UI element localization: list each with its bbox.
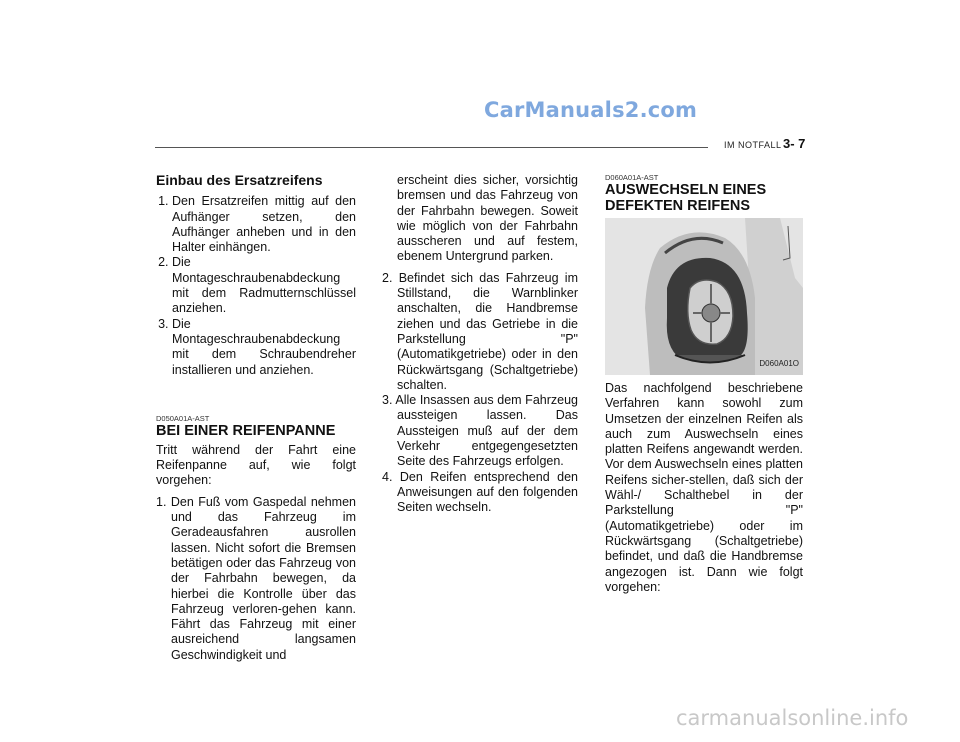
list-item: 4. Den Reifen entsprechend den Anweisungen auf den folgenden Seiten wechseln. — [382, 469, 578, 515]
list-item: 1. Den Fuß vom Gaspedal nehmen und das Fahrzeug im Geradeausfahren ausrollen lassen. Nicht sofort die Bremsen betätigen oder das Fahrzeug von der Fahrbahn bewegen, da hierbei die Kontrolle über das Fahrzeug verloren-gehen kann. Fährt das Fahrzeug mit einer ausreichend langsamen Geschwindigkeit und — [156, 494, 356, 662]
header-rule — [155, 147, 708, 148]
flat-tire-icon — [605, 218, 803, 375]
intro-paragraph: Tritt während der Fahrt eine Reifenpanne auf, wie folgt vorgehen: — [156, 442, 356, 488]
section-code: D060A01A-AST — [605, 173, 659, 182]
list-item: 3. Die Montageschraubenabdeckung mit dem Schraubendreher installieren und anziehen. — [172, 317, 356, 378]
section-code: D050A01A-AST — [156, 413, 210, 423]
column-right — [605, 173, 803, 601]
figure-code: D060A01O — [759, 358, 799, 368]
column-middle — [382, 173, 578, 516]
column-left — [156, 173, 356, 663]
section-title-reifenwechsel: AUSWECHSELN EINES DEFEKTEN REIFENS — [605, 182, 767, 214]
subheading-ersatzreifen: Einbau des Ersatzreifens — [156, 172, 323, 188]
section-title-reifenpanne: BEI EINER REIFENPANNE — [156, 422, 336, 439]
list-item: 1. Den Ersatzreifen mittig auf den Aufhänger setzen, den Aufhänger anheben und in den Halter einhängen. — [172, 194, 356, 255]
list-item: 2. Befindet sich das Fahrzeug im Stillstand, die Warnblinker anschalten, die Handbremse ziehen und das Getriebe in die Parkstellung "P" (Automatikgetriebe) oder in den Rückwärtsgang (Schaltgetriebe) schalten. — [382, 270, 578, 392]
list-item: 3. Alle Insassen aus dem Fahrzeug aussteigen lassen. Das Aussteigen muß auf der dem Verkehr entgegengesetzten Seite des Fahrzeugs erfolgen. — [382, 393, 578, 469]
page-number: 3- 7 — [783, 136, 806, 151]
install-steps-list — [156, 194, 356, 378]
watermark-bottom[interactable]: carmanualsonline.info — [676, 706, 909, 730]
panne-steps-list-continued — [382, 271, 578, 516]
watermark-top[interactable]: CarManuals2.com — [484, 98, 698, 122]
flat-tire-illustration — [605, 218, 803, 375]
list-item: 2. Die Montageschraubenabdeckung mit dem Radmutternschlüssel anziehen. — [172, 255, 356, 316]
body-paragraph: Das nachfolgend beschriebene Verfahren kann sowohl zum Umsetzen der einzelnen Reifen als auch zum Auswechseln eines platten Reifens angewandt werden. Vor dem Auswechseln eines platten Reifens sicher-stellen, daß sich der Wähl-/ Schalthebel in der Parkstellung "P" (Automatikgetriebe) oder im Rückwärtsgang (Schaltgetriebe) befindet, und daß die Handbremse angezogen ist. Dann wie folgt vorgehen: — [605, 381, 803, 594]
continuation-paragraph: erscheint dies sicher, vorsichtig bremsen und das Fahrzeug von der Fahrbahn bewegen. Soweit wie möglich von der Fahrbahn ausscheren und auf festem, ebenem Untergrund parken. — [397, 173, 578, 264]
panne-steps-list — [156, 495, 356, 663]
header-section-label: IM NOTFALL — [724, 140, 782, 150]
